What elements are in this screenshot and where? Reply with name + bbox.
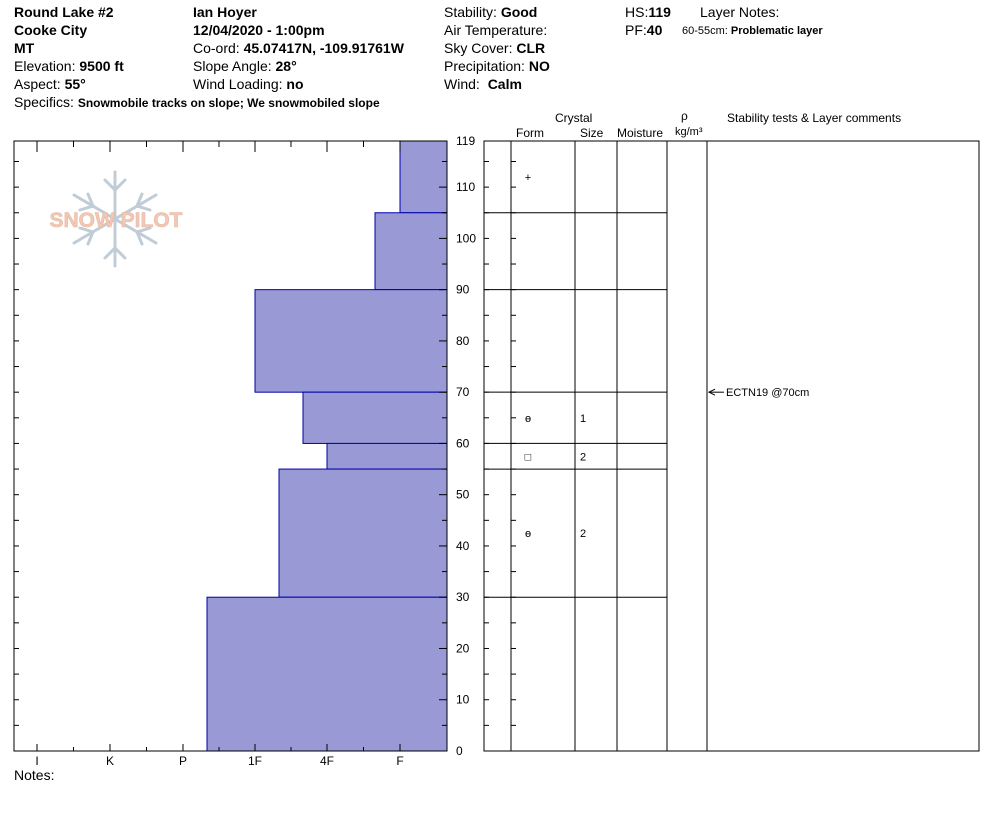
depth-label-0: 0	[456, 744, 463, 758]
hs-value: 119	[648, 4, 671, 20]
crystal-form-1: ɵ	[524, 412, 532, 425]
stability-test-label-0: ECTN19 @70cm	[726, 387, 810, 400]
hardness-bar-0	[400, 141, 447, 213]
coord-value: 45.07417N, -109.91761W	[243, 40, 404, 56]
pf-label: PF:	[625, 22, 647, 38]
crystal-header: Crystal	[555, 111, 593, 125]
slope-value: 28°	[275, 58, 297, 74]
layer-notes-label: Layer Notes:	[700, 4, 780, 20]
hardness-label-K: K	[105, 754, 115, 768]
hardness-label-4F: 4F	[319, 754, 335, 768]
stability-value: Good	[500, 4, 538, 20]
hs-label: HS:	[625, 4, 649, 20]
state: MT	[14, 40, 35, 56]
coord-label: Co-ord:	[193, 40, 240, 56]
hardness-label-P: P	[178, 754, 188, 768]
hardness-label-F: F	[396, 754, 404, 768]
layer-note-text: Problematic layer	[730, 25, 823, 37]
depth-label-10: 10	[456, 692, 470, 707]
precip-label: Precipitation:	[444, 58, 525, 74]
crystal-size-1: 1	[580, 412, 587, 425]
observer-name: Ian Hoyer	[193, 4, 257, 20]
precip-value: NO	[528, 58, 550, 74]
elevation-label: Elevation:	[14, 58, 76, 74]
hardness-bar-4	[327, 443, 447, 469]
depth-label-100: 100	[456, 231, 477, 246]
size-header: Size	[580, 126, 604, 140]
crystal-size-3: 2	[580, 528, 587, 541]
depth-label-90: 90	[456, 282, 470, 297]
depth-label-40: 40	[456, 538, 470, 553]
wind-loading-value: no	[286, 76, 304, 92]
crystal-form-0: +	[524, 171, 532, 184]
hardness-bar-2	[255, 290, 447, 393]
crystal-size-2: 2	[580, 451, 587, 464]
density-unit-header: kg/m³	[675, 126, 703, 138]
moisture-header: Moisture	[617, 126, 664, 140]
hardness-label-1F: 1F	[247, 754, 263, 768]
locality: Cooke City	[14, 22, 88, 38]
layer-note-range: 60-55cm:	[682, 25, 728, 37]
wind-label: Wind:	[444, 76, 480, 92]
hardness-bar-6	[207, 597, 447, 751]
depth-label-20: 20	[456, 641, 470, 656]
slope-label: Slope Angle:	[193, 58, 272, 74]
hardness-bar-5	[279, 469, 447, 597]
depth-label-110: 110	[456, 180, 476, 195]
elevation-value: 9500 ft	[79, 58, 124, 74]
sky-cover-value: CLR	[516, 40, 546, 56]
rho-header: ρ	[681, 109, 688, 123]
specifics-value: Snowmobile tracks on slope; We snowmobiled slope	[77, 96, 380, 110]
aspect-value: 55°	[64, 76, 86, 92]
aspect-label: Aspect:	[14, 76, 61, 92]
specifics-label: Specifics:	[14, 94, 74, 110]
snowpilot-logo	[50, 172, 183, 266]
hardness-bar-1	[375, 213, 447, 290]
depth-label-30: 30	[456, 590, 470, 605]
wind-value: Calm	[487, 76, 522, 92]
stability-tests-header: Stability tests & Layer comments	[727, 111, 902, 125]
table-frame	[484, 141, 979, 751]
observation-datetime: 12/04/2020 - 1:00pm	[193, 22, 325, 38]
depth-label-50: 50	[456, 487, 470, 502]
depth-label-70: 70	[456, 385, 470, 400]
logo-text: SNOW PILOT	[49, 209, 183, 232]
depth-label-119: 119	[456, 134, 476, 148]
form-header: Form	[516, 126, 544, 140]
stability-label: Stability:	[444, 4, 497, 20]
site-name: Round Lake #2	[14, 4, 114, 20]
wind-loading-label: Wind Loading:	[193, 76, 283, 92]
crystal-form-3: ɵ	[524, 528, 532, 541]
air-temp-label: Air Temperature:	[444, 22, 548, 38]
depth-label-60: 60	[456, 436, 470, 451]
sky-cover-label: Sky Cover:	[444, 40, 513, 56]
notes-label: Notes:	[14, 767, 55, 783]
hardness-bar-3	[303, 392, 447, 443]
hardness-label-I: I	[35, 754, 39, 768]
pf-value: 40	[646, 22, 663, 38]
crystal-form-2: □	[524, 451, 532, 464]
depth-label-80: 80	[456, 333, 470, 348]
